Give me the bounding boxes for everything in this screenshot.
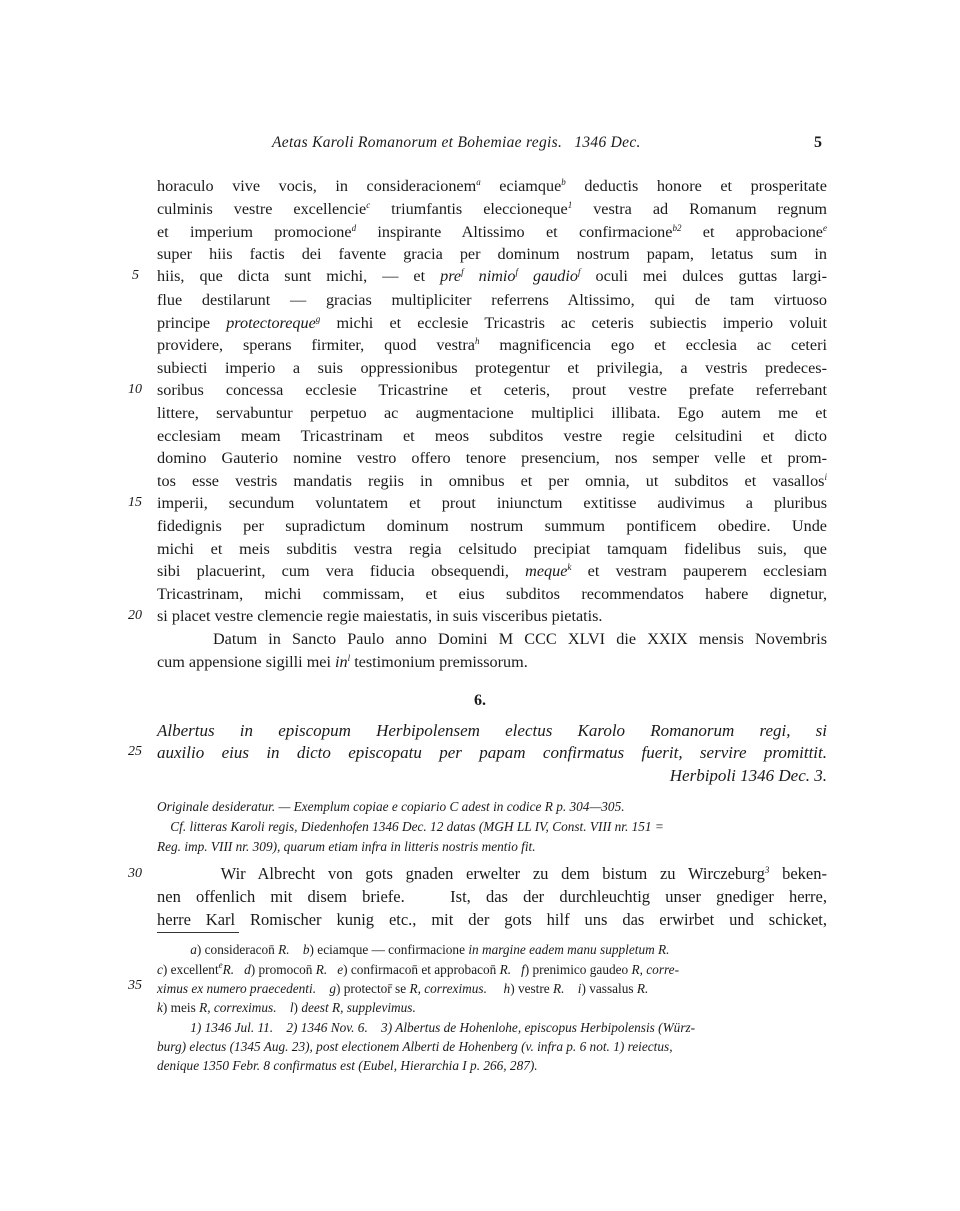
german-text-line: nen offenlich mit disem briefe. Ist, das der durchleuchtig unser gnediger herre,	[157, 887, 827, 906]
footnote-line: c) excellent$^e$R. d) promocon̄ R. e) confirmacon̄ et approbacon̄ R. f) prenimico gaudeo R, corre-	[157, 960, 680, 977]
page-number: 5	[814, 134, 822, 151]
body-line: domino Gauterio nomine vestro offero tenore presencium, nos semper velle et prom-	[157, 449, 827, 467]
body-line: tos esse vestris mandatis regiis in omnibus et per omnia, ut subditos et vasallos$^i$	[157, 472, 827, 490]
line-number: 10	[128, 382, 142, 397]
body-line: super hiis factis dei favente gracia per dominum nostrum papam, letatus sum in	[157, 245, 827, 263]
footnote-line: 1) 1346 Jul. 11. 2) 1346 Nov. 6. 3) Albertus de Hohenlohe, episcopus Herbipolensis (Würz-	[190, 1020, 696, 1035]
footnote-line: denique 1350 Febr. 8 confirmatus est (Eubel, Hierarchia I p. 266, 287).	[157, 1058, 538, 1073]
footnote-rule	[157, 932, 239, 933]
body-line: culminis vestre excellencie$^c$ triumfantis eleccioneque$^1$ vestra ad Romanum regnum	[157, 200, 828, 218]
regest-line: auxilio eius in dicto episcopatu per papam confirmatus fuerit, servire promittit.	[157, 743, 827, 762]
body-line: principe protectoreque$^g$ michi et ecclesie Tricastris ac ceteris subiectis imperio voluit	[157, 314, 827, 332]
regest-line: Albertus in episcopum Herbipolensem electus Karolo Romanorum regi, si	[157, 721, 827, 740]
line-number: 15	[128, 495, 142, 510]
footnote-line: a) consideracon̄ R. b) eciamque — confirmacione in margine eadem manu suppletum R.	[190, 942, 670, 957]
body-line: Datum in Sancto Paulo anno Domini M CCC XLVI die XXIX mensis Novembris	[157, 630, 827, 648]
running-title: Aetas Karoli Romanorum et Bohemiae regis.	[272, 134, 563, 151]
source-note: Originale desideratur. — Exemplum copiae e copiario C adest in codice R p. 304—305.	[157, 799, 625, 814]
body-line: cum appensione sigilli mei $in^l$ testimonium premissorum.	[157, 653, 528, 671]
footnote-line: burg) electus (1345 Aug. 23), post electionem Alberti de Hohenberg (v. infra p. 6 not. 1) reiectus,	[157, 1039, 673, 1054]
line-number: 5	[132, 268, 139, 283]
body-line: fidedignis per supradictum dominum nostrum summum pontificem obedire. Unde	[157, 517, 827, 535]
source-note: Cf. litteras Karoli regis, Diedenhofen 1346 Dec. 12 datas (MGH LL IV, Const. VIII nr. 151 =	[157, 819, 664, 834]
regest-date: Herbipoli 1346 Dec. 3.	[669, 766, 827, 785]
body-line: flue destilarunt — gracias multipliciter referrens Altissimo, qui de tam virtuoso	[157, 291, 827, 309]
footnote-line: k) meis R, correximus. l) deest R, supplevimus.	[157, 1000, 416, 1015]
german-text-line: Wir Albrecht von gots gnaden erwelter zu dem bistum zu Wirczeburg$^3$ beken-	[157, 864, 827, 883]
body-line: horaculo vive vocis, in consideracionem$^a$ eciamque$^b$ deductis honore et prosperitate	[157, 177, 827, 195]
body-line: et imperium promocione$^d$ inspirante Altissimo et confirmacione$^{b2}$ et approbacione$^e$	[157, 223, 827, 241]
body-line: soribus concessa ecclesie Tricastrine et ceteris, prout vestre prefate referrebant	[157, 381, 827, 399]
body-line: Tricastrinam, michi commissam, et eius subditos recommendatos habere dignetur,	[157, 585, 827, 603]
body-line: littere, servabuntur perpetuo ac augmentacione multiplici illibata. Ego autem me et	[157, 404, 827, 422]
footnote-line: ximus ex numero praecedenti. g) protector̄ se R, correximus. h) vestre R. i) vassalus R.	[157, 981, 649, 996]
body-line: subiecti imperio a suis oppressionibus protegentur et privilegia, a vestris predeces-	[157, 359, 827, 377]
body-line: imperii, secundum voluntatem et prout iniunctum extitisse audivimus a pluribus	[157, 494, 827, 512]
body-line: ecclesiam meam Tricastrinam et meos subditos vestre regie celsitudini et dicto	[157, 427, 827, 445]
body-line: michi et meis subditis vestra regia celsitudo precipiat tamquam fidelibus suis, que	[157, 540, 827, 558]
header-date: 1346 Dec.	[574, 134, 641, 151]
line-number: 30	[128, 866, 142, 881]
body-line: si placet vestre clemencie regie maiestatis, in suis visceribus pietatis.	[157, 607, 603, 625]
document-number: 6.	[474, 692, 486, 709]
body-line: hiis, que dicta sunt michi, — et pre$^f$ nimio$^f$ gaudio$^f$ oculi mei dulces guttas largi-	[157, 267, 827, 285]
line-number: 20	[128, 608, 142, 623]
source-note: Reg. imp. VIII nr. 309), quarum etiam infra in litteris nostris mentio fit.	[157, 839, 536, 854]
running-header	[272, 134, 641, 152]
body-line: sibi placuerint, cum vera fiducia obsequendi, meque$^k$ et vestram pauperem ecclesiam	[157, 562, 827, 580]
line-number: 35	[128, 978, 142, 993]
body-line: providere, sperans firmiter, quod vestra$^h$ magnificencia ego et ecclesia ac ceteri	[157, 336, 827, 354]
line-number: 25	[128, 744, 142, 759]
german-text-line: herre Karl Romischer kunig etc., mit der gots hilf uns das erwirbet und schicket,	[157, 910, 827, 929]
